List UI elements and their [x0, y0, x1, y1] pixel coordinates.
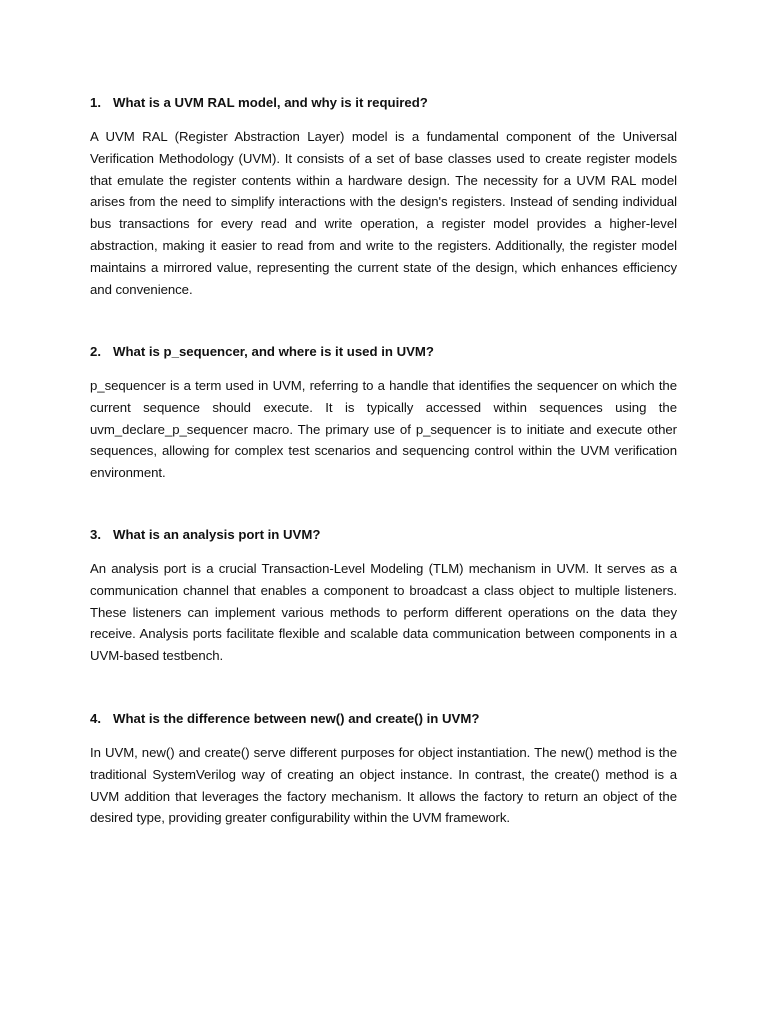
- answer-paragraph: p_sequencer is a term used in UVM, referring to a handle that identifies the sequencer on which the current sequence should execute. It is typically accessed within sequences using the uvm_declare_p_sequencer macro. The primary use of p_sequencer is to initiate and execute other sequences, allowing for complex test scenarios and sequencing control within the UVM verification environment.: [90, 378, 677, 481]
- qa-section-4: [90, 710, 677, 829]
- question-number: 4.: [90, 711, 101, 726]
- qa-section-1: [90, 94, 677, 300]
- answer-paragraph: A UVM RAL (Register Abstraction Layer) model is a fundamental component of the Universal Verification Methodology (UVM). It consists of a set of base classes used to create register models that emulate the register contents within a hardware design. The necessity for a UVM RAL model arises from the need to simplify interactions with the design's registers. Instead of sending individual bus transactions for every read and write operation, a register model provides a higher-level abstraction, making it easier to read from and write to the registers. Additionally, the register model maintains a mirrored value, representing the current state of the design, which enhances efficiency and convenience.: [90, 129, 677, 297]
- question-text: What is the difference between new() and create() in UVM?: [113, 711, 480, 726]
- question-heading: [90, 710, 677, 728]
- qa-section-3: [90, 526, 677, 667]
- question-number: 3.: [90, 527, 101, 542]
- question-number: 1.: [90, 95, 101, 110]
- question-heading: [90, 343, 677, 361]
- question-text: What is a UVM RAL model, and why is it required?: [113, 95, 428, 110]
- question-number: 2.: [90, 344, 101, 359]
- question-heading: [90, 526, 677, 544]
- qa-section-2: [90, 343, 677, 484]
- question-heading: [90, 94, 677, 112]
- answer-paragraph: In UVM, new() and create() serve different purposes for object instantiation. The new() method is the traditional SystemVerilog way of creating an object instance. In contrast, the create() method is a UVM addition that leverages the factory mechanism. It allows the factory to return an object of the desired type, providing greater configurability within the UVM framework.: [90, 745, 677, 826]
- answer-paragraph: An analysis port is a crucial Transaction-Level Modeling (TLM) mechanism in UVM. It serves as a communication channel that enables a component to broadcast a class object to multiple listeners. These listeners can implement various methods to perform different operations on the data they receive. Analysis ports facilitate flexible and scalable data communication between components in a UVM-based testbench.: [90, 561, 677, 664]
- question-text: What is p_sequencer, and where is it used in UVM?: [113, 344, 434, 359]
- question-text: What is an analysis port in UVM?: [113, 527, 321, 542]
